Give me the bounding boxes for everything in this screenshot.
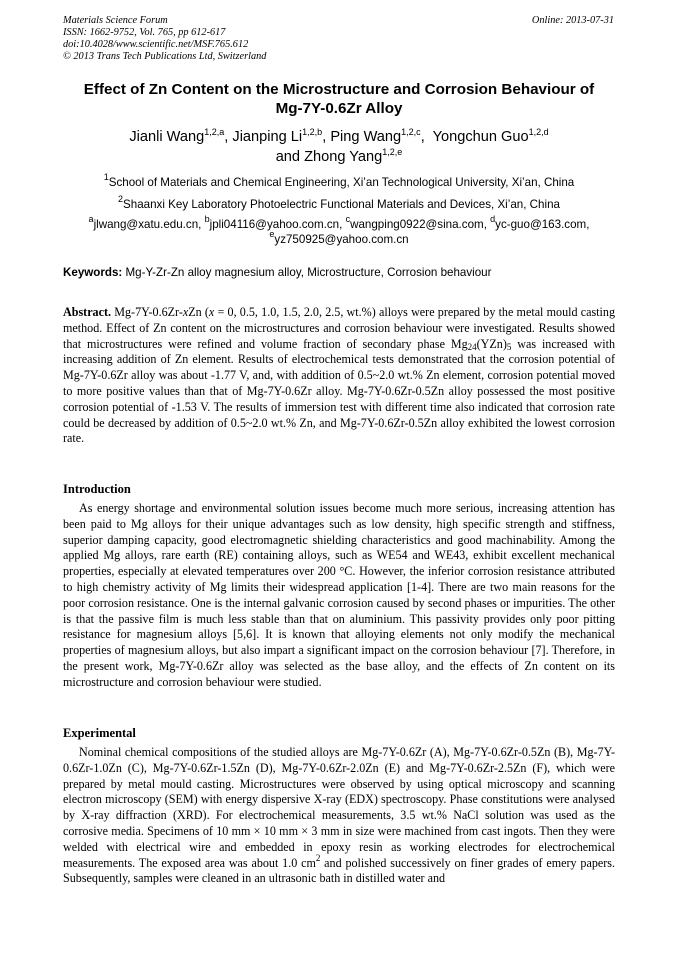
author-affil-mark: 1,2,e [382, 147, 403, 157]
section-heading-experimental: Experimental [63, 726, 136, 740]
email-address: jlwang@xatu.edu.cn [93, 218, 199, 231]
abstract-label: Abstract. [63, 305, 112, 319]
email-line-1: $^a$jlwang@xatu.edu.cn, $^b$jpli04116@yahoo.com.cn, $^c$wangping0922@sina.com, $^d$yc-guo@163.com, [88, 214, 590, 231]
author-name: Jianping Li [232, 129, 303, 145]
introduction-paragraph: As energy shortage and environmental solution issues become much more serious, increasing attention has been paid to Mg alloys for their unique advantages such as low density, high specific strength and stiffness, superior damping capacity, good electromagnetic shielding characteristics and good machinability. Among the applied Mg alloys, rare earth (RE) containing alloys, such as WE54 and WE43, exhibit excellent mechanical properties, especially at elevated temperatures over 200 °C. However, the inferior corrosion resistance attributed to high chemistry activity of Mg limits their widespread application [1-4]. There are two main reasons for the poor corrosion resistance. One is the internal galvanic corrosion caused by second phases or impurities. The other is that the passive film is much less stable than that on aluminium. This passivity provides only poor pitting resistance for magnesium alloys [5,6]. It is known that alloying elements not only modify the mechanical properties of magnesium alloys, but also impart a significant impact on the corrosion behaviour [7]. Therefore, in the present work, Mg-7Y-0.6Zr alloy was selected as the base alloy, and the effects of Zn content on its microstructure and corrosion behaviour were studied. [63, 501, 615, 689]
email-address: wangping0922@sina.com [350, 218, 484, 231]
affiliation-1 [50, 172, 628, 190]
author-list [60, 127, 618, 167]
paper-title [50, 80, 628, 118]
abstract-subscript: 24 [467, 341, 477, 352]
abstract-text: Zn ( [188, 305, 209, 319]
section-heading-introduction: Introduction [63, 482, 131, 496]
author-emails [50, 214, 628, 247]
abstract-text: was increased with increasing addition of Zn element. Results of electrochemical tests demonstrated that the corrosion potential of Mg-7Y-0.6Zr alloy was about -1.77 V, and, with addition of 0.5~2.0 wt.% Zn element, corrosion potential moved to more positive values than that of Mg-7Y-0.6Zr alloy. Mg-7Y-0.6Zr-0.5Zn alloy possessed the most positive corrosion potential of -1.53 V. The results of immersion test with different time also indicated that corrosion rate could be decreased by addition of 0.5~2.0 wt.% Zn, and Mg-7Y-0.6Zr-0.5Zn alloy exhibited the lowest corrosion rate. [63, 336, 615, 446]
email-address: yz750925@yahoo.com.cn [274, 233, 409, 246]
affiliation-mark: 1 [103, 172, 109, 182]
email-mark: b [204, 214, 210, 224]
copyright-line: © 2013 Trans Tech Publications Ltd, Switzerland [63, 51, 267, 62]
author-affil-mark: 1,2,b [302, 127, 323, 137]
journal-header [63, 15, 266, 63]
author-conjunction: and [275, 149, 301, 165]
abstract-variable: x [208, 305, 215, 319]
abstract-variable: x [182, 305, 189, 319]
issn-line: ISSN: 1662-9752, Vol. 765, pp 612-617 [63, 27, 226, 38]
journal-name: Materials Science Forum [63, 15, 168, 26]
email-mark: d [490, 214, 496, 224]
keywords-text: Mg-Y-Zr-Zn alloy magnesium alloy, Microstructure, Corrosion behaviour [125, 266, 492, 279]
affiliation-mark: 2 [118, 194, 124, 204]
affiliation-2 [50, 194, 628, 212]
email-line-2 [50, 229, 628, 247]
title-line-1: Effect of Zn Content on the Microstructure and Corrosion Behaviour of [83, 81, 595, 98]
experimental-paragraph: Nominal chemical compositions of the studied alloys are Mg-7Y-0.6Zr (A), Mg-7Y-0.6Zr-0.5Zn (B), Mg-7Y-0.6Zr-1.0Zn (C), Mg-7Y-0.6Zr-1.5Zn (D), Mg-7Y-0.6Zr-2.0Zn (E) and Mg-7Y-0.6Zr-2.5Zn (F), which were prepared by metal mould casting. Microstructures were observed by using optical microscopy and scanning electron microscopy (SEM) with energy dispersive X-ray (EDX) spectroscopy. Phase constitutions were analysed by X-ray diffraction (XRD). For electrochemical measurements, 3.5 wt.% NaCl solution was used as the corrosive media. Specimens of 10 mm × 10 mm × 3 mm in size were machined from cast ingots. Then they were welded with electrical wire and embedded in epoxy resin as working electrodes for electrochemical measurements. The exposed area was about 1.0 cm [63, 745, 615, 870]
introduction-text [63, 501, 615, 691]
abstract-subscript: 5 [506, 341, 512, 352]
affiliation-text: School of Materials and Chemical Engineering, Xi’an Technological University, Xi’an, China [108, 176, 575, 189]
author-affil-mark: 1,2,c [401, 127, 421, 137]
experimental-text [63, 745, 615, 887]
affiliation-text: Shaanxi Key Laboratory Photoelectric Functional Materials and Devices, Xi’an, China [123, 198, 560, 211]
email-mark: e [269, 229, 275, 239]
title-line-2: Mg-7Y-0.6Zr Alloy [275, 100, 403, 117]
doi-line: doi:10.4028/www.scientific.net/MSF.765.612 [63, 39, 249, 50]
email-address: yc-guo@163.com [495, 218, 587, 231]
author-name: Jianli Wang [129, 129, 205, 145]
unit-superscript: 2 [315, 852, 321, 863]
author-name: Ping Wang [330, 129, 402, 145]
abstract [63, 305, 615, 447]
abstract-text: Mg-7Y-0.6Zr- [114, 305, 183, 319]
email-address: jpli04116@yahoo.com.cn [209, 218, 340, 231]
email-mark: c [345, 214, 351, 224]
author-name: Zhong Yang [304, 149, 383, 165]
author-affil-mark: 1,2,d [528, 127, 549, 137]
abstract-text: = 0, 0.5, 1.0, 1.5, 2.0, 2.5, wt.%) alloys were prepared by the metal mould casting method. Effect of Zn content on the microstructures and corrosion behaviour were investigated. Results showed that microstructures were refined and volume fraction of secondary phase Mg [63, 305, 615, 351]
online-date: Online: 2013-07-31 [531, 15, 614, 26]
email-mark: a [88, 214, 94, 224]
author-line-2 [60, 147, 618, 167]
keywords-label: Keywords: [63, 266, 123, 279]
author-line-1: Jianli Wang$^{1,2,a}$, Jianping Li$^{1,2,b}$, Ping Wang$^{1,2,c}$, Yongchun Guo$^{1,2,d}$ [129, 127, 549, 145]
experimental-paragraph-cont: and polished successively on finer grades of emery papers. Subsequently, samples were cleaned in an ultrasonic bath in distilled water and [63, 855, 615, 886]
author-affil-mark: 1,2,a [204, 127, 225, 137]
abstract-text: (YZn) [476, 336, 507, 351]
author-name: Yongchun Guo [432, 129, 529, 145]
keywords [63, 266, 492, 280]
